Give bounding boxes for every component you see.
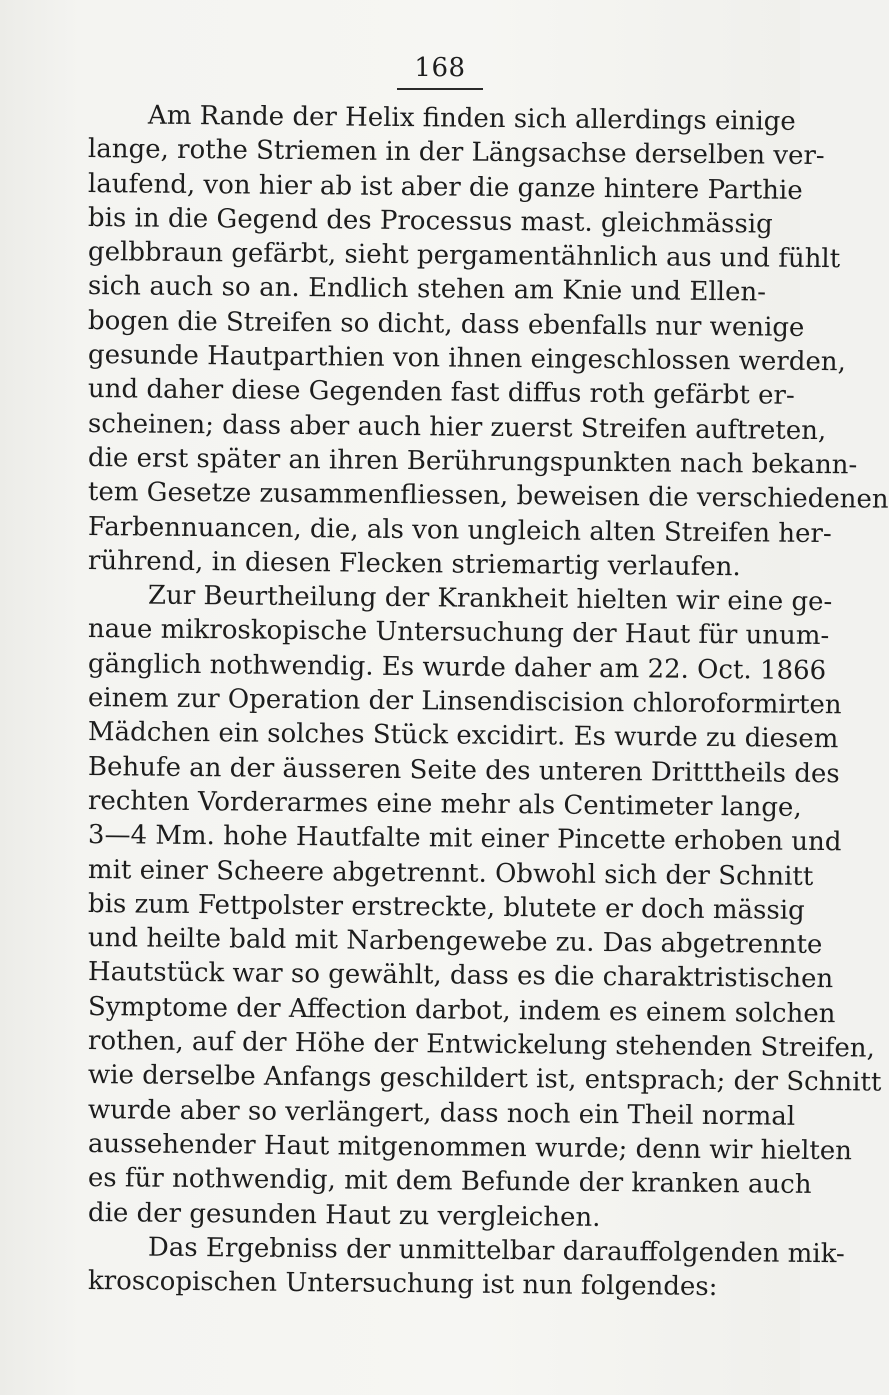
text-line: und daher diese Gegenden fast diffus roth gefärbt er- <box>87 374 795 412</box>
text-line: Symptome der Affection darbot, indem es einem solchen <box>87 991 836 1029</box>
text-line: Am Rande der Helix finden sich allerdings einige <box>147 100 796 137</box>
text-line: Farbennuancen, die, als von ungleich alten Streifen her- <box>87 511 832 549</box>
text-line: lange, rothe Striemen in der Längsachse derselben ver- <box>87 134 825 172</box>
text-line: gänglich nothwendig. Es wurde daher am 22. Oct. 1866 <box>87 648 827 686</box>
text-line: kroscopischen Untersuchung ist nun folgendes: <box>87 1266 718 1303</box>
text-line: rührend, in diesen Flecken striemartig verlaufen. <box>87 545 741 583</box>
page-number: 168 <box>414 53 466 83</box>
text-line: gelbbraun gefärbt, sieht pergamentähnlich aus und fühlt <box>87 237 841 275</box>
text-line: aussehender Haut mitgenommen wurde; denn wir hielten <box>87 1128 853 1167</box>
text-line: die der gesunden Haut zu vergleichen. <box>87 1197 601 1233</box>
text-line: naue mikroskopische Untersuchung der Haut für unum- <box>87 614 830 652</box>
text-line: Mädchen ein solches Stück excidirt. Es wurde zu diesem <box>87 717 839 755</box>
text-line: bis zum Fettpolster erstreckte, blutete er doch mässig <box>87 888 805 926</box>
text-line: bis in die Gegend des Processus mast. gleichmässig <box>87 202 773 240</box>
text-line: Behufe an der äusseren Seite des unteren Dritttheils des <box>87 751 840 789</box>
text-line: tem Gesetze zusammenfliessen, beweisen die verschiedenen <box>87 477 889 515</box>
text-line: die erst später an ihren Berührungspunkten nach bekann- <box>87 442 858 481</box>
text-line: rechten Vorderarmes eine mehr als Centimeter lange, <box>87 785 802 823</box>
text-line: Zur Beurtheilung der Krankheit hielten wir eine ge- <box>147 580 833 618</box>
text-line: bogen die Streifen so dicht, dass ebenfalls nur wenige <box>87 305 805 343</box>
text-line: wurde aber so verlängert, dass noch ein Theil normal <box>87 1094 796 1132</box>
text-line: einem zur Operation der Linsendiscision chloroformirten <box>87 683 842 721</box>
text-line: es für nothwendig, mit dem Befunde der kranken auch <box>87 1163 812 1201</box>
text-line: rothen, auf der Höhe der Entwickelung stehenden Streifen, <box>87 1026 876 1064</box>
text-line: wie derselbe Anfangs geschildert ist, entsprach; der Schnitt <box>87 1060 882 1098</box>
text-line: scheinen; dass aber auch hier zuerst Streifen auftreten, <box>87 408 827 446</box>
text-line: sich auch so an. Endlich stehen am Knie und Ellen- <box>87 271 767 308</box>
text-line: laufend, von hier ab ist aber die ganze hintere Parthie <box>87 168 803 206</box>
header-rule <box>397 88 483 90</box>
text-line: mit einer Scheere abgetrennt. Obwohl sich der Schnitt <box>87 854 814 892</box>
text-line: und heilte bald mit Narbengewebe zu. Das abgetrennte <box>87 923 823 961</box>
body-text <box>87 98 889 1303</box>
text-line: 3—4 Mm. hohe Hautfalte mit einer Pincette erhoben und <box>87 820 842 858</box>
text-line: Hautstück war so gewählt, dass es die charaktristischen <box>87 957 834 995</box>
text-line: gesunde Hautparthien von ihnen eingeschlossen werden, <box>87 340 846 378</box>
text-line: Das Ergebniss der unmittelbar darauffolgenden mik- <box>147 1232 845 1270</box>
page-header <box>395 52 485 90</box>
